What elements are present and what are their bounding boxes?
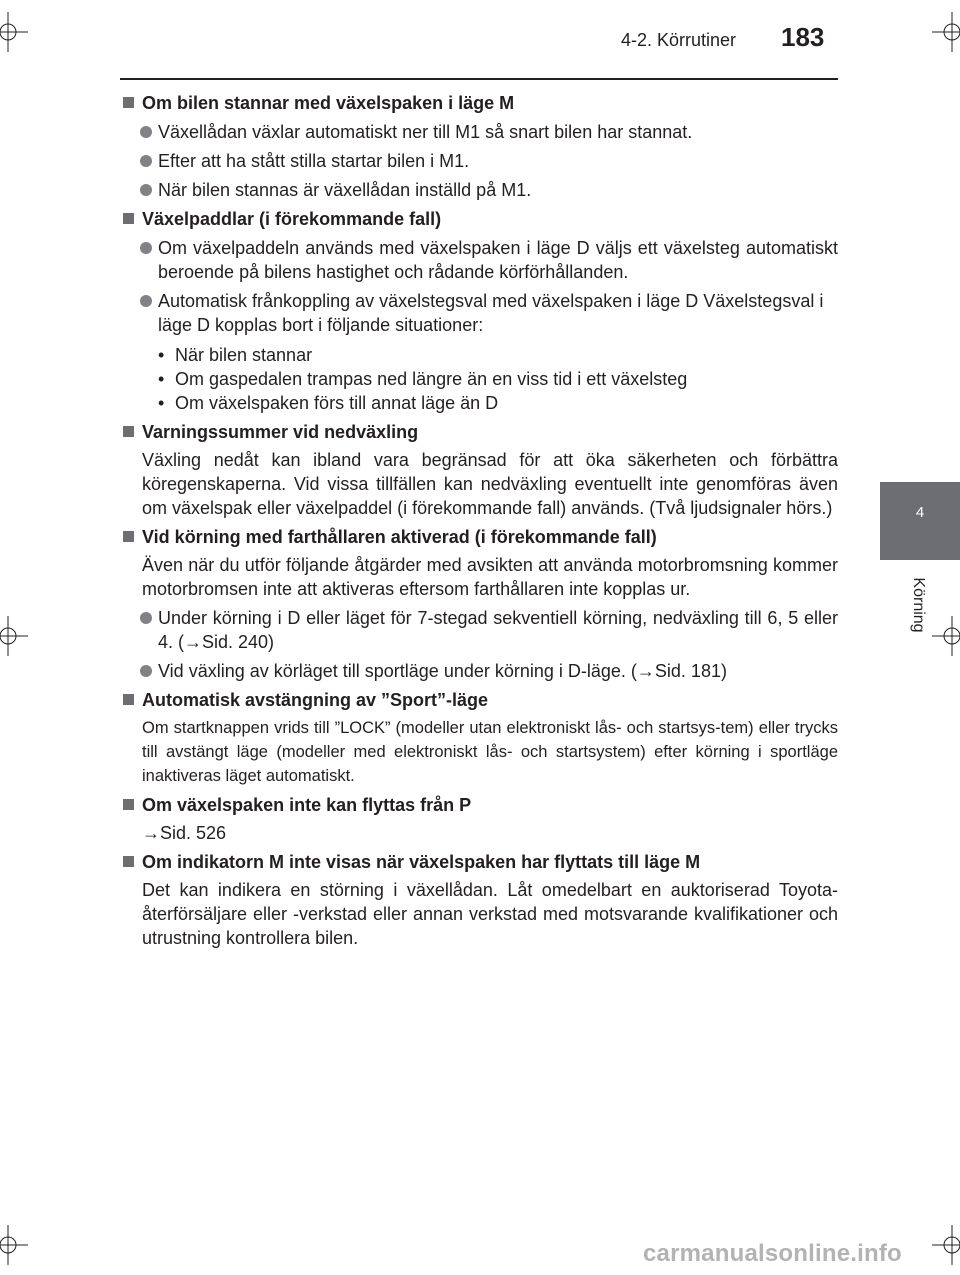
crop-mark-top-right — [920, 0, 960, 60]
sub-list-item-text: När bilen stannar — [175, 345, 313, 365]
section-title: 4-2. Körrutiner — [621, 30, 737, 50]
section-heading — [120, 850, 838, 874]
section-heading — [120, 91, 838, 115]
square-bullet-icon — [123, 531, 134, 542]
square-bullet-icon — [123, 799, 134, 810]
dot-marker-icon: • — [158, 393, 165, 413]
list-item — [120, 659, 838, 683]
list-item — [120, 149, 838, 173]
section-heading-text: Automatisk avstängning av ”Sport”-läge — [142, 690, 489, 710]
circle-bullet-icon — [140, 295, 152, 307]
section-heading-text: Varningssummer vid nedväxling — [142, 422, 419, 442]
paragraph: Det kan indikera en störning i växellådan. Låt omedelbart en auktoriserad Toyota-återförsäljare eller -verkstad eller annan verkstad med motsvarande kvalifikationer och utrustning kontrollera bilen. — [142, 880, 838, 948]
section-heading — [120, 525, 838, 549]
crop-mark-top-left — [0, 0, 40, 60]
page-reference: →Sid. 526 — [142, 823, 227, 843]
square-bullet-icon — [123, 426, 134, 437]
sub-list-item — [158, 367, 838, 391]
watermark-logo: carmanualsonline.info — [643, 1240, 902, 1267]
section-heading-text: Om bilen stannar med växelspaken i läge M — [142, 93, 515, 113]
paragraph: Växling nedåt kan ibland vara begränsad för att öka säkerheten och förbättra köregenskaperna. Vid vissa tillfällen kan nedväxling eventuellt inte genomföras även om växelspak eller växelpaddel (i förekommande fall) används. (Två ljudsignaler hörs.) — [142, 450, 838, 518]
circle-bullet-icon — [140, 184, 152, 196]
section-heading-text: Om växelspaken inte kan flyttas från P — [142, 795, 472, 815]
section-heading — [120, 420, 838, 444]
sub-list-item — [158, 391, 838, 415]
chapter-label-wrap — [905, 570, 925, 640]
square-bullet-icon — [123, 694, 134, 705]
chapter-label: Körning — [910, 577, 927, 633]
crop-mark-bottom-left — [0, 1215, 40, 1275]
chapter-tab — [880, 482, 960, 560]
circle-bullet-icon — [140, 126, 152, 138]
circle-bullet-icon — [140, 612, 152, 624]
square-bullet-icon — [123, 97, 134, 108]
paragraph: Om startknappen vrids till ”LOCK” (modeller utan elektroniskt lås- och startsys-tem) eller trycks till avstängt läge (modeller med elektroniskt lås- och startsystem) efter körning i sportläge inaktiveras läget automatiskt. — [142, 719, 838, 785]
square-bullet-icon — [123, 213, 134, 224]
list-item-text: När bilen stannas är växellådan inställd på M1. — [158, 180, 532, 200]
circle-bullet-icon — [140, 665, 152, 677]
sub-list-item — [158, 343, 838, 367]
section-heading-text: Om indikatorn M inte visas när växelspaken har flyttats till läge M — [142, 852, 701, 872]
circle-bullet-icon — [140, 242, 152, 254]
section-heading — [120, 793, 838, 817]
list-item-text: Efter att ha stått stilla startar bilen i M1. — [158, 151, 470, 171]
list-item — [120, 289, 838, 337]
sub-list — [120, 343, 838, 415]
page-number: 183 — [781, 22, 825, 52]
section-heading-text: Vid körning med farthållaren aktiverad (i förekommande fall) — [142, 527, 657, 547]
crop-mark-mid-left — [0, 606, 40, 666]
list-item — [120, 606, 838, 654]
list-item-text: Växellådan växlar automatiskt ner till M1 så snart bilen har stannat. — [158, 122, 693, 142]
list-item-text: Om växelpaddeln används med växelspaken i läge D väljs ett växelsteg automatiskt beroende på bilens hastighet och rådande körförhållanden. — [158, 238, 838, 282]
dot-marker-icon: • — [158, 369, 165, 389]
sub-list-item-text: Om gaspedalen trampas ned längre än en viss tid i ett växelsteg — [175, 369, 688, 389]
header-divider — [120, 78, 838, 80]
list-item — [120, 178, 838, 202]
section-heading — [120, 688, 838, 712]
list-item-text: Automatisk frånkoppling av växelstegsval med växelspaken i läge D Växelstegsval i läge D kopplas bort i följande situationer: — [158, 291, 824, 335]
list-item — [120, 120, 838, 144]
list-item-text: Vid växling av körläget till sportläge under körning i D-läge. (→Sid. 181) — [158, 661, 727, 681]
section-heading — [120, 207, 838, 231]
list-item-text: Under körning i D eller läget för 7-stegad sekventiell körning, nedväxling till 6, 5 eller 4. (→Sid. 240) — [158, 608, 838, 652]
section-heading-text: Växelpaddlar (i förekommande fall) — [142, 209, 442, 229]
list-item — [120, 236, 838, 284]
circle-bullet-icon — [140, 155, 152, 167]
square-bullet-icon — [123, 856, 134, 867]
chapter-number: 4 — [915, 504, 925, 521]
page-content — [120, 91, 838, 950]
sub-list-item-text: Om växelspaken förs till annat läge än D — [175, 393, 499, 413]
paragraph: Även när du utför följande åtgärder med avsikten att använda motorbromsning kommer motorbromsen inte att aktiveras eftersom farthållaren inte kopplas ur. — [142, 555, 838, 599]
crop-mark-bottom-right — [920, 1215, 960, 1275]
dot-marker-icon: • — [158, 345, 165, 365]
